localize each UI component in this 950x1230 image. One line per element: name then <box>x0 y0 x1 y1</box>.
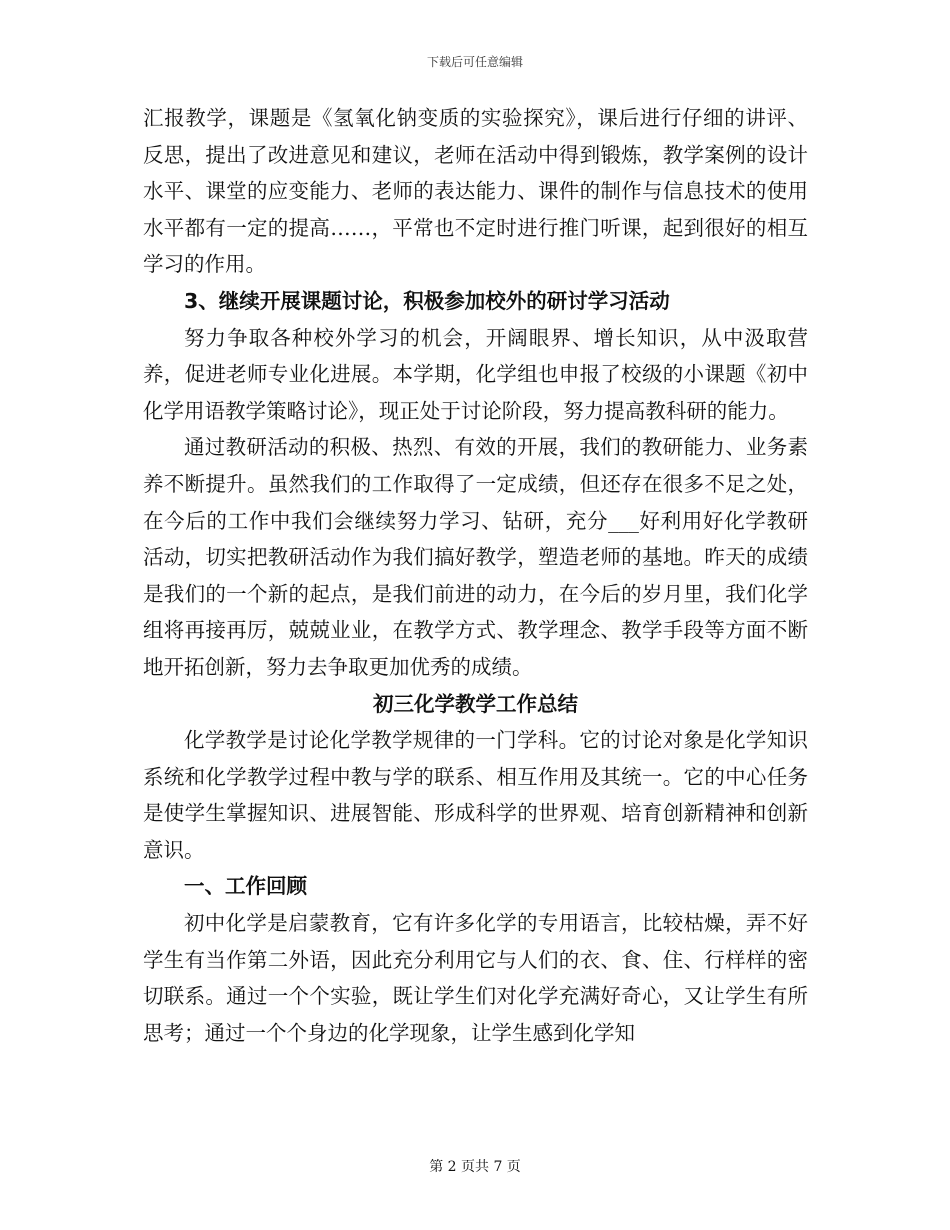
section-heading-3: 3、继续开展课题讨论，积极参加校外的研讨学习活动 <box>184 288 670 313</box>
paragraph-summary: 通过教研活动的积极、热烈、有效的开展，我们的教研能力、业务素养不断提升。虽然我们的工作取得了一定成绩，但还存在很多不足之处，在今后的工作中我们会继续努力学习、钻研，充分___好利用好化学教研活动，切实把教研活动作为我们搞好教学，塑造老师的基地。昨天的成绩是我们的一个新的起点，是我们前进的动力，在今后的岁月里，我们化学组将再接再厉，兢兢业业，在教学方式、教学理念、教学手段等方面不断地开拓创新，努力去争取更加优秀的成绩。 <box>143 435 808 679</box>
document-title: 初三化学教学工作总结 <box>373 691 578 716</box>
paragraph-external-learning: 努力争取各种校外学习的机会，开阔眼界、增长知识，从中汲取营养，促进老师专业化进展。本学期，化学组也申报了校级的小课题《初中化学用语教学策略讨论》，现正处于讨论阶段，努力提高教科研的能力。 <box>143 325 808 423</box>
page-header: 下载后可任意编辑 <box>426 55 523 69</box>
paragraph-chemistry-teaching: 化学教学是讨论化学教学规律的一门学科。它的讨论对象是化学知识系统和化学教学过程中教与学的联系、相互作用及其统一。它的中心任务是使学生掌握知识、进展智能、形成科学的世界观、培育创新精神和创新意识。 <box>143 728 808 862</box>
document-body <box>143 100 808 1051</box>
page-number: 第 2 页共 7 页 <box>429 1159 521 1175</box>
section-heading-review: 一、工作回顾 <box>184 874 307 899</box>
paragraph-report-teaching: 汇报教学，课题是《氢氧化钠变质的实验探究》，课后进行仔细的讲评、反思，提出了改进意见和建议，老师在活动中得到锻炼，教学案例的设计水平、课堂的应变能力、老师的表达能力、课件的制作与信息技术的使用水平都有一定的提高……，平常也不定时进行推门听课，起到很好的相互学习的作用。 <box>143 106 808 277</box>
paragraph-review: 初中化学是启蒙教育，它有许多化学的专用语言，比较枯燥，弄不好学生有当作第二外语，因此充分利用它与人们的衣、食、住、行样样的密切联系。通过一个个实验，既让学生们对化学充满好奇心，又让学生有所思考；通过一个个身边的化学现象，让学生感到化学知 <box>143 911 808 1045</box>
